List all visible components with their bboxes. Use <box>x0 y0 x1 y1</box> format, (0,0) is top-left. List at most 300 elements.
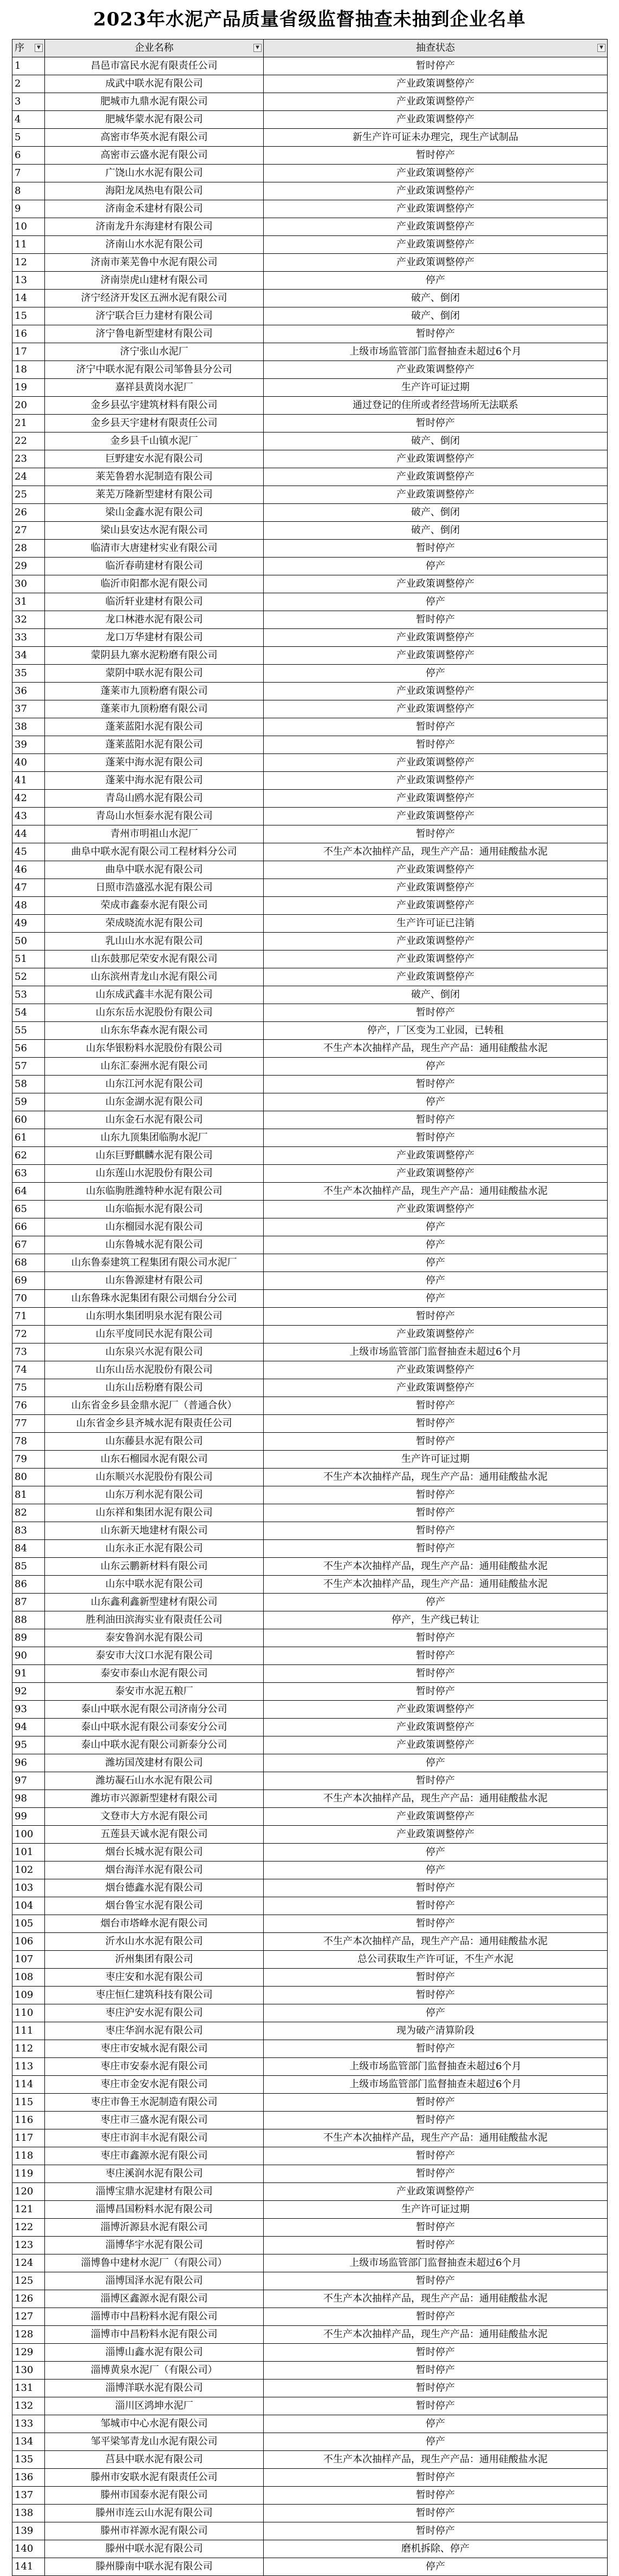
row-number: 84 <box>12 1540 45 1558</box>
row-number: 36 <box>12 683 45 700</box>
company-name: 文登市大方水泥有限公司 <box>45 1808 264 1826</box>
company-name: 枣庄市金安水泥有限公司 <box>45 2076 264 2094</box>
company-name: 山东金石水泥有限公司 <box>45 1111 264 1129</box>
check-status: 产业政策调整停产 <box>264 933 608 951</box>
check-status: 暂时停产 <box>264 1665 608 1683</box>
row-number: 15 <box>12 307 45 325</box>
check-status: 产业政策调整停产 <box>264 700 608 718</box>
check-status: 产业政策调整停产 <box>264 1379 608 1397</box>
check-status: 产业政策调整停产 <box>264 236 608 254</box>
company-name: 山东鼓那尼荣安水泥有限公司 <box>45 951 264 968</box>
row-number: 122 <box>12 2219 45 2237</box>
check-status: 上级市场监管部门监督抽查未超过6个月 <box>264 2058 608 2076</box>
check-status: 产业政策调整停产 <box>264 683 608 700</box>
check-status: 破产、倒闭 <box>264 522 608 540</box>
company-name: 蒙阴县九寨水泥粉磨有限公司 <box>45 647 264 665</box>
check-status: 暂时停产 <box>264 2397 608 2415</box>
company-name: 山东莲山水泥股份有限公司 <box>45 1165 264 1183</box>
check-status: 暂时停产 <box>264 2094 608 2112</box>
row-number: 80 <box>12 1469 45 1486</box>
company-name: 山东成武鑫丰水泥有限公司 <box>45 986 264 1004</box>
row-number: 41 <box>12 772 45 790</box>
table-row <box>12 1736 608 1754</box>
company-name: 济南龙升东海建材有限公司 <box>45 218 264 236</box>
check-status: 暂时停产 <box>264 1969 608 1987</box>
check-status: 破产、倒闭 <box>264 504 608 522</box>
row-number: 9 <box>12 200 45 218</box>
table-row <box>12 504 608 522</box>
check-status: 暂时停产 <box>264 1647 608 1665</box>
check-status: 磨机拆除、停产 <box>264 2540 608 2558</box>
company-name: 日照市浩盛泓水泥有限公司 <box>45 879 264 897</box>
table-row <box>12 522 608 540</box>
table-row <box>12 1915 608 1933</box>
table-row <box>12 790 608 808</box>
check-status: 暂时停产 <box>264 611 608 629</box>
check-status: 暂时停产 <box>264 1772 608 1790</box>
table-row <box>12 1754 608 1772</box>
check-status: 新生产许可证未办理完，现生产试制品 <box>264 129 608 147</box>
check-status: 上级市场监管部门监督抽查未超过6个月 <box>264 2076 608 2094</box>
company-name: 淄博鲁中建材水泥厂（有限公司） <box>45 2254 264 2272</box>
check-status: 暂时停产 <box>264 1629 608 1647</box>
table-row <box>12 1236 608 1254</box>
company-name: 山东鲁泰建筑工程集团有限公司水泥厂 <box>45 1254 264 1272</box>
table-row <box>12 1379 608 1397</box>
row-number: 6 <box>12 147 45 165</box>
company-name: 蓬莱市九顶粉磨有限公司 <box>45 700 264 718</box>
check-status: 产业政策调整停产 <box>264 450 608 468</box>
check-status: 产业政策调整停产 <box>264 2183 608 2201</box>
table-row <box>12 808 608 825</box>
table-row <box>12 558 608 575</box>
check-status: 产业政策调整停产 <box>264 468 608 486</box>
table-row <box>12 1647 608 1665</box>
row-number: 14 <box>12 290 45 307</box>
check-status: 停产 <box>264 1844 608 1861</box>
company-name: 沂州集团有限公司 <box>45 1951 264 1969</box>
check-status: 产业政策调整停产 <box>264 629 608 647</box>
row-number: 132 <box>12 2397 45 2415</box>
table-row <box>12 1772 608 1790</box>
table-row <box>12 1165 608 1183</box>
table-row <box>12 343 608 361</box>
check-status: 不生产本次抽样产品，现生产产品：通用硅酸盐水泥 <box>264 2290 608 2308</box>
row-number: 88 <box>12 1611 45 1629</box>
row-number: 29 <box>12 558 45 575</box>
table-row <box>12 147 608 165</box>
check-status: 产业政策调整停产 <box>264 1701 608 1719</box>
table-row <box>12 75 608 93</box>
table-row <box>12 683 608 700</box>
table-row <box>12 861 608 879</box>
row-number: 4 <box>12 111 45 129</box>
row-number: 89 <box>12 1629 45 1647</box>
table-row <box>12 450 608 468</box>
table-row <box>12 1665 608 1683</box>
company-name: 滕州市连云山水泥有限公司 <box>45 2505 264 2522</box>
check-status: 暂时停产 <box>264 2469 608 2487</box>
table-row <box>12 1451 608 1469</box>
table-row <box>12 1969 608 1987</box>
table-row <box>12 290 608 307</box>
company-name: 烟台德鑫水泥有限公司 <box>45 1879 264 1897</box>
check-status: 产业政策调整停产 <box>264 111 608 129</box>
table-row <box>12 1987 608 2004</box>
company-name: 邹城市中心水泥有限公司 <box>45 2415 264 2433</box>
check-status: 暂时停产 <box>264 2219 608 2237</box>
row-number: 61 <box>12 1129 45 1147</box>
check-status: 停产 <box>264 1861 608 1879</box>
company-name: 肥城市九鼎水泥有限公司 <box>45 93 264 111</box>
row-number: 118 <box>12 2147 45 2165</box>
table-row <box>12 754 608 772</box>
row-number: 56 <box>12 1040 45 1058</box>
company-name: 济宁联合巨力建材有限公司 <box>45 307 264 325</box>
row-number: 72 <box>12 1326 45 1343</box>
company-name: 荣成市鑫泰水泥有限公司 <box>45 897 264 915</box>
company-name: 滕州滕南中联水泥有限公司 <box>45 2558 264 2576</box>
company-name: 山东祥和集团水泥有限公司 <box>45 1504 264 1522</box>
table-row <box>12 218 608 236</box>
check-status: 暂时停产 <box>264 2147 608 2165</box>
check-status: 产业政策调整停产 <box>264 1361 608 1379</box>
check-status: 产业政策调整停产 <box>264 1719 608 1736</box>
company-name: 山东东岳水泥股份有限公司 <box>45 1004 264 1022</box>
check-status: 破产、倒闭 <box>264 290 608 307</box>
company-name: 山东泉兴水泥有限公司 <box>45 1343 264 1361</box>
company-name: 山东东华森水泥有限公司 <box>45 1022 264 1040</box>
company-name: 枣庄安和水泥有限公司 <box>45 1969 264 1987</box>
company-name: 梁山县安达水泥有限公司 <box>45 522 264 540</box>
row-number: 62 <box>12 1147 45 1165</box>
table-row <box>12 272 608 290</box>
row-number: 91 <box>12 1665 45 1683</box>
row-number: 133 <box>12 2415 45 2433</box>
table-row <box>12 915 608 933</box>
check-status: 上级市场监管部门监督抽查未超过6个月 <box>264 1343 608 1361</box>
company-name: 邹平梁邹青龙山水泥有限公司 <box>45 2433 264 2451</box>
row-number: 121 <box>12 2201 45 2219</box>
check-status: 产业政策调整停产 <box>264 254 608 272</box>
company-name: 济南崇虎山建材有限公司 <box>45 272 264 290</box>
table-header-row <box>12 40 608 57</box>
row-number: 110 <box>12 2004 45 2022</box>
company-name: 山东万利水泥有限公司 <box>45 1486 264 1504</box>
check-status: 暂时停产 <box>264 1004 608 1022</box>
table-row <box>12 2094 608 2112</box>
table-row <box>12 1540 608 1558</box>
row-number: 18 <box>12 361 45 379</box>
check-status: 不生产本次抽样产品，现生产产品：通用硅酸盐水泥 <box>264 1933 608 1951</box>
table-row <box>12 1218 608 1236</box>
company-name: 曲阜中联水泥有限公司工程材料分公司 <box>45 843 264 861</box>
row-number: 20 <box>12 397 45 415</box>
company-name: 青岛山鸥水泥有限公司 <box>45 790 264 808</box>
check-status: 停产 <box>264 1754 608 1772</box>
check-status: 暂时停产 <box>264 1540 608 1558</box>
table-row <box>12 2522 608 2540</box>
check-status: 产业政策调整停产 <box>264 951 608 968</box>
table-row <box>12 1683 608 1701</box>
row-number: 67 <box>12 1236 45 1254</box>
table-row <box>12 2076 608 2094</box>
table-row <box>12 2380 608 2397</box>
dropdown-filter-icon[interactable]: ▼ <box>253 44 262 52</box>
company-name: 泰安市泰山水泥有限公司 <box>45 1665 264 1683</box>
company-name: 山东鲁源建材有限公司 <box>45 1272 264 1290</box>
check-status: 暂时停产 <box>264 1879 608 1897</box>
check-status: 暂时停产 <box>264 1076 608 1093</box>
company-name: 山东巨野麒麟水泥有限公司 <box>45 1147 264 1165</box>
header-name-label: 企业名称 <box>134 42 174 54</box>
row-number: 134 <box>12 2433 45 2451</box>
check-status: 产业政策调整停产 <box>264 790 608 808</box>
company-name: 枣庄市鲁王水泥制造有限公司 <box>45 2094 264 2112</box>
check-status: 现为破产清算阶段 <box>264 2022 608 2040</box>
table-row <box>12 1826 608 1844</box>
row-number: 46 <box>12 861 45 879</box>
header-name[interactable] <box>45 40 264 57</box>
table-row <box>12 843 608 861</box>
table-row <box>12 1433 608 1451</box>
row-number: 37 <box>12 700 45 718</box>
table-row <box>12 2201 608 2219</box>
row-number: 16 <box>12 325 45 343</box>
company-name: 枣庄市安泰水泥有限公司 <box>45 2058 264 2076</box>
company-name: 济南市莱芜鲁中水泥有限公司 <box>45 254 264 272</box>
row-number: 58 <box>12 1076 45 1093</box>
row-number: 141 <box>12 2558 45 2576</box>
company-name: 山东中联水泥有限公司 <box>45 1576 264 1594</box>
dropdown-filter-icon[interactable]: ▼ <box>597 44 605 52</box>
check-status: 暂时停产 <box>264 2380 608 2397</box>
company-name: 山东江河水泥有限公司 <box>45 1076 264 1093</box>
company-name: 济宁鲁电新型建材有限公司 <box>45 325 264 343</box>
check-status: 停产 <box>264 2558 608 2576</box>
company-name: 蓬莱中海水泥有限公司 <box>45 772 264 790</box>
table-row <box>12 1201 608 1218</box>
company-name: 淄博山鑫水泥有限公司 <box>45 2344 264 2362</box>
company-name: 曲阜中联水泥有限公司 <box>45 861 264 879</box>
check-status: 暂时停产 <box>264 1897 608 1915</box>
check-status: 暂时停产 <box>264 325 608 343</box>
check-status: 生产许可证过期 <box>264 379 608 397</box>
check-status: 生产许可证过期 <box>264 1451 608 1469</box>
row-number: 117 <box>12 2129 45 2147</box>
company-name: 金乡县天宇建材有限责任公司 <box>45 415 264 432</box>
company-name: 淄川区鸿坤水泥厂 <box>45 2397 264 2415</box>
company-name: 烟台鲁宝水泥有限公司 <box>45 1897 264 1915</box>
table-row <box>12 2272 608 2290</box>
check-status: 生产许可证已注销 <box>264 915 608 933</box>
table-row <box>12 2469 608 2487</box>
check-status: 通过登记的住所或者经营场所无法联系 <box>264 397 608 415</box>
check-status: 产业政策调整停产 <box>264 647 608 665</box>
company-name: 海阳龙凤热电有限公司 <box>45 182 264 200</box>
row-number: 106 <box>12 1933 45 1951</box>
company-name: 淄博宝鼎水泥建材有限公司 <box>45 2183 264 2201</box>
row-number: 33 <box>12 629 45 647</box>
table-row <box>12 2022 608 2040</box>
check-status: 暂时停产 <box>264 1397 608 1415</box>
row-number: 54 <box>12 1004 45 1022</box>
check-status: 生产许可证过期 <box>264 2201 608 2219</box>
row-number: 8 <box>12 182 45 200</box>
row-number: 137 <box>12 2487 45 2505</box>
row-number: 57 <box>12 1058 45 1076</box>
check-status: 暂时停产 <box>264 1486 608 1504</box>
table-row <box>12 2112 608 2129</box>
company-name: 山东汇泰洲水泥有限公司 <box>45 1058 264 1076</box>
company-name: 梁山金鑫水泥有限公司 <box>45 504 264 522</box>
check-status: 不生产本次抽样产品，现生产产品：通用硅酸盐水泥 <box>264 1790 608 1808</box>
check-status: 暂时停产 <box>264 1111 608 1129</box>
row-number: 76 <box>12 1397 45 1415</box>
company-name: 山东金湖水泥有限公司 <box>45 1093 264 1111</box>
company-name: 烟台海洋水泥有限公司 <box>45 1861 264 1879</box>
row-number: 114 <box>12 2076 45 2094</box>
table-row <box>12 254 608 272</box>
table-row <box>12 1897 608 1915</box>
row-number: 129 <box>12 2344 45 2362</box>
check-status: 暂时停产 <box>264 2040 608 2058</box>
company-name: 山东鲁城水泥有限公司 <box>45 1236 264 1254</box>
company-name: 淄博区鑫源水泥有限公司 <box>45 2290 264 2308</box>
table-row <box>12 1469 608 1486</box>
table-row <box>12 2219 608 2237</box>
row-number: 24 <box>12 468 45 486</box>
table-row <box>12 1522 608 1540</box>
check-status: 暂时停产 <box>264 2487 608 2505</box>
table-row <box>12 611 608 629</box>
company-name: 金乡县弘宇建筑材料有限公司 <box>45 397 264 415</box>
company-name: 山东九顶集团临朐水泥厂 <box>45 1129 264 1147</box>
company-name: 蓬莱蓝阳水泥有限公司 <box>45 718 264 736</box>
row-number: 55 <box>12 1022 45 1040</box>
table-row <box>12 182 608 200</box>
row-number: 31 <box>12 593 45 611</box>
company-name: 肥城华蒙水泥有限公司 <box>45 111 264 129</box>
row-number: 130 <box>12 2362 45 2380</box>
company-name: 山东省金乡县齐城水泥有限责任公司 <box>45 1415 264 1433</box>
document-title: 2023年水泥产品质量省级监督抽查未抽到企业名单 <box>93 9 526 30</box>
table-row <box>12 2183 608 2201</box>
company-name: 山东鲁珠水泥集团有限公司烟台分公司 <box>45 1290 264 1308</box>
check-status: 暂时停产 <box>264 2272 608 2290</box>
row-number: 109 <box>12 1987 45 2004</box>
row-number: 138 <box>12 2505 45 2522</box>
check-status: 暂时停产 <box>264 2505 608 2522</box>
table-row <box>12 1343 608 1361</box>
table-row <box>12 2326 608 2344</box>
check-status: 停产 <box>264 1093 608 1111</box>
company-name: 潍坊国茂建材有限公司 <box>45 1754 264 1772</box>
company-name: 淄博华宇水泥有限公司 <box>45 2237 264 2254</box>
header-no[interactable] <box>12 40 45 57</box>
row-number: 100 <box>12 1826 45 1844</box>
check-status: 停产 <box>264 665 608 683</box>
header-status[interactable] <box>264 40 608 57</box>
company-name: 青州市明祖山水泥厂 <box>45 825 264 843</box>
row-number: 78 <box>12 1433 45 1451</box>
company-name: 泰安鲁润水泥有限公司 <box>45 1629 264 1647</box>
row-number: 92 <box>12 1683 45 1701</box>
company-name: 山东新天地建材有限公司 <box>45 1522 264 1540</box>
check-status: 破产、倒闭 <box>264 307 608 325</box>
table-row <box>12 1022 608 1040</box>
row-number: 25 <box>12 486 45 504</box>
row-number: 38 <box>12 718 45 736</box>
row-number: 45 <box>12 843 45 861</box>
check-status: 产业政策调整停产 <box>264 772 608 790</box>
check-status: 暂时停产 <box>264 1415 608 1433</box>
check-status: 停产 <box>264 1254 608 1272</box>
check-status: 不生产本次抽样产品，现生产产品：通用硅酸盐水泥 <box>264 1576 608 1594</box>
company-name: 枣庄溪润水泥有限公司 <box>45 2165 264 2183</box>
dropdown-filter-icon[interactable]: ▼ <box>35 44 43 52</box>
table-row <box>12 1951 608 1969</box>
check-status: 产业政策调整停产 <box>264 93 608 111</box>
table-row <box>12 1076 608 1093</box>
table-row <box>12 736 608 754</box>
row-number: 47 <box>12 879 45 897</box>
check-status: 暂时停产 <box>264 540 608 558</box>
check-status: 破产、倒闭 <box>264 986 608 1004</box>
check-status: 停产 <box>264 2415 608 2433</box>
company-name: 济南山水水泥有限公司 <box>45 236 264 254</box>
check-status: 停产 <box>264 1058 608 1076</box>
row-number: 136 <box>12 2469 45 2487</box>
row-number: 102 <box>12 1861 45 1879</box>
company-name: 枣庄市润丰水泥有限公司 <box>45 2129 264 2147</box>
table-row <box>12 2415 608 2433</box>
row-number: 27 <box>12 522 45 540</box>
row-number: 116 <box>12 2112 45 2129</box>
company-name: 潍坊市兴源新型建材有限公司 <box>45 1790 264 1808</box>
row-number: 140 <box>12 2540 45 2558</box>
row-number: 125 <box>12 2272 45 2290</box>
check-status: 产业政策调整停产 <box>264 879 608 897</box>
company-name: 泰安市水泥五粮厂 <box>45 1683 264 1701</box>
row-number: 77 <box>12 1415 45 1433</box>
table-row <box>12 1933 608 1951</box>
company-name: 滕州市国泰水泥有限公司 <box>45 2487 264 2505</box>
check-status: 停产 <box>264 2433 608 2451</box>
row-number: 83 <box>12 1522 45 1540</box>
check-status: 产业政策调整停产 <box>264 75 608 93</box>
company-name: 泰山中联水泥有限公司济南分公司 <box>45 1701 264 1719</box>
check-status: 暂时停产 <box>264 2237 608 2254</box>
company-name: 枣庄市鑫源水泥有限公司 <box>45 2147 264 2165</box>
row-number: 95 <box>12 1736 45 1754</box>
check-status: 不生产本次抽样产品，现生产产品：通用硅酸盐水泥 <box>264 1183 608 1201</box>
check-status: 暂时停产 <box>264 1504 608 1522</box>
table-row <box>12 57 608 75</box>
company-name: 嘉祥县黄岗水泥厂 <box>45 379 264 397</box>
row-number: 119 <box>12 2165 45 2183</box>
table-row <box>12 379 608 397</box>
company-name: 济南金禾建材有限公司 <box>45 200 264 218</box>
row-number: 93 <box>12 1701 45 1719</box>
table-row <box>12 236 608 254</box>
row-number: 64 <box>12 1183 45 1201</box>
table-row <box>12 2040 608 2058</box>
row-number: 49 <box>12 915 45 933</box>
company-name: 滕州市祥源水泥有限公司 <box>45 2522 264 2540</box>
table-row <box>12 665 608 683</box>
company-name: 山东鑫利鑫新型建材有限公司 <box>45 1594 264 1611</box>
